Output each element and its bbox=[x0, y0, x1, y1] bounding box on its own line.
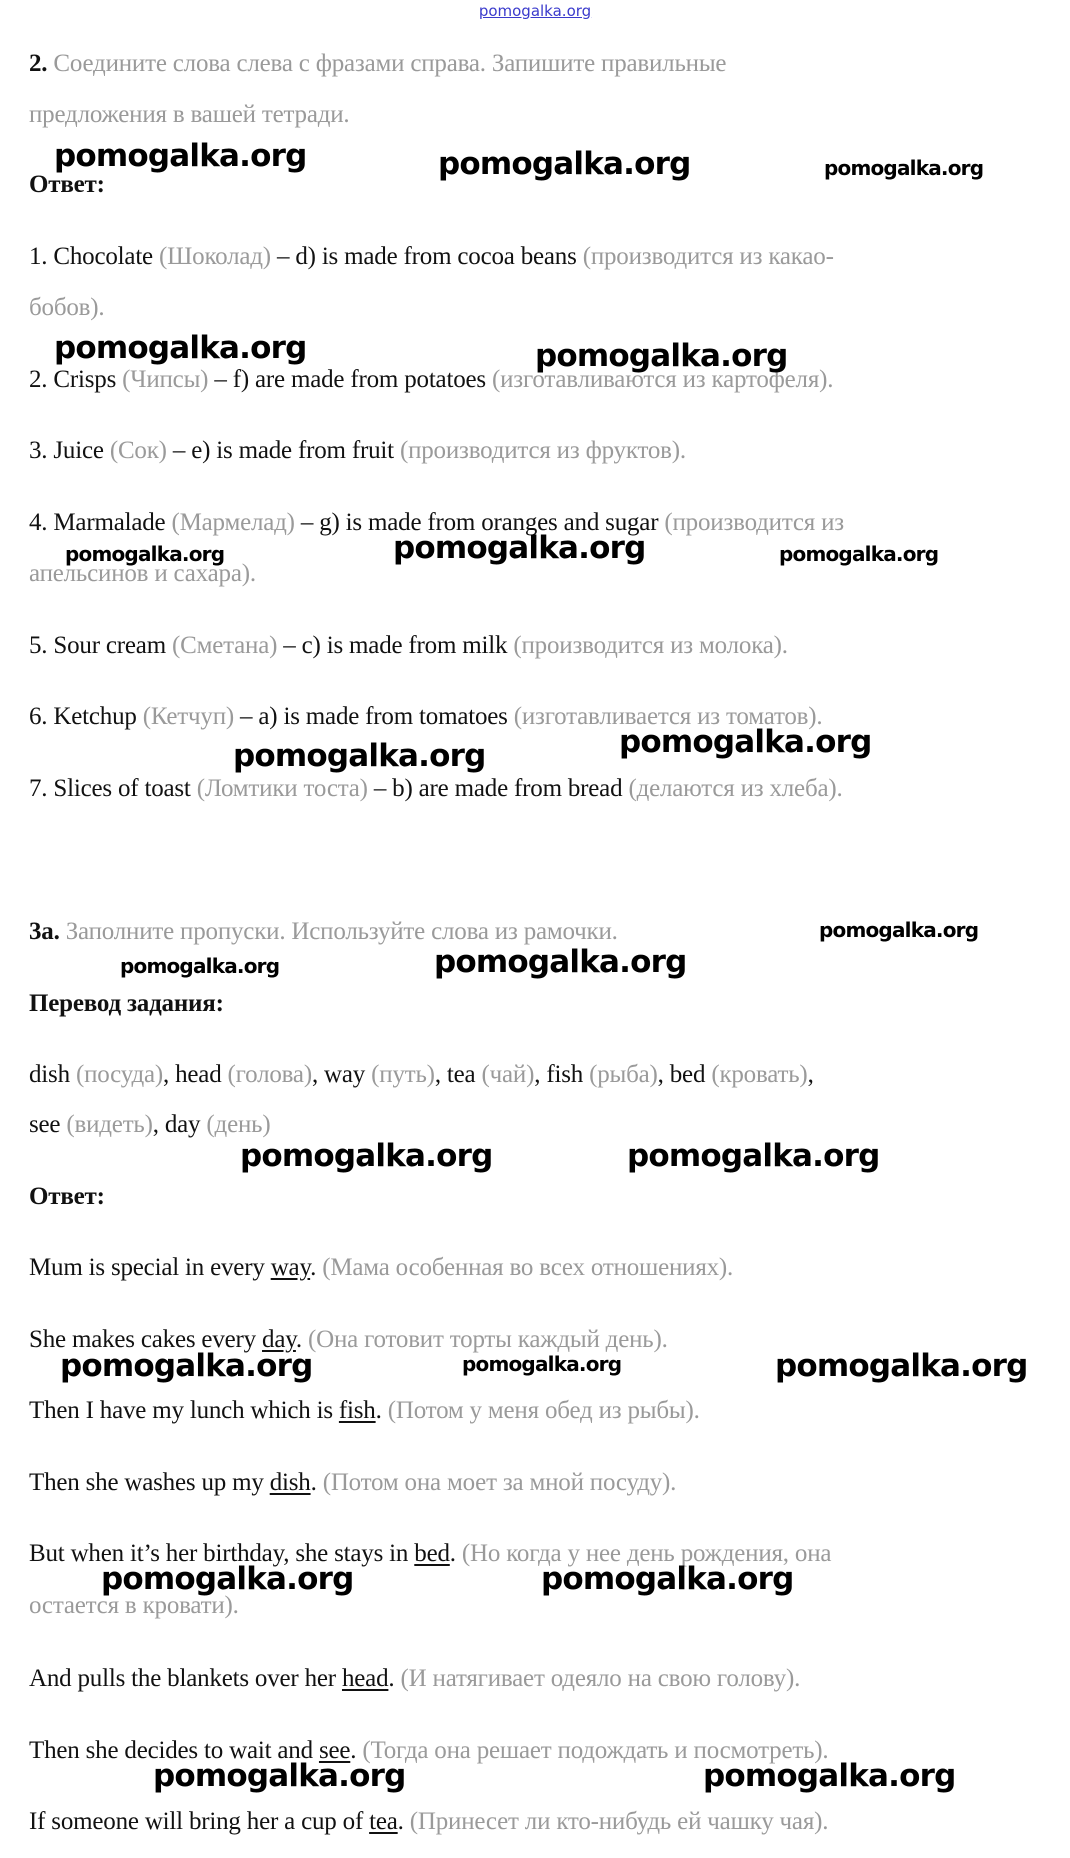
translation-text: бобов). bbox=[29, 294, 105, 321]
watermark: pomogalka.org bbox=[393, 530, 646, 566]
answer-text: 1. Chocolate bbox=[29, 243, 160, 270]
text-line bbox=[29, 775, 843, 803]
translation-text: (Принесет ли кто-нибудь ей чашку чая). bbox=[409, 1808, 829, 1835]
heading-text: 2. bbox=[29, 50, 54, 77]
translation-text: (Чипсы) bbox=[122, 366, 209, 393]
answer-text: And pulls the blankets over her bbox=[29, 1665, 342, 1692]
answer-word: tea bbox=[369, 1808, 398, 1835]
answer-text: – e) is made from fruit bbox=[166, 437, 400, 464]
translation-text: (посуда) bbox=[75, 1061, 163, 1088]
watermark: pomogalka.org bbox=[233, 738, 486, 774]
answer-text: 6. Ketchup bbox=[29, 703, 143, 730]
answer-text: Then she washes up my bbox=[29, 1469, 270, 1496]
watermark: pomogalka.org bbox=[54, 138, 307, 174]
answer-word: day bbox=[262, 1326, 296, 1353]
answer-word: head bbox=[341, 1665, 389, 1692]
translation-text: (рыба) bbox=[589, 1061, 658, 1088]
text-line bbox=[29, 1665, 800, 1693]
text-line bbox=[29, 294, 104, 322]
watermark: pomogalka.org bbox=[535, 338, 788, 374]
answer-word: dish bbox=[269, 1469, 311, 1496]
watermark: pomogalka.org bbox=[824, 156, 984, 180]
answer-text: . bbox=[310, 1254, 323, 1281]
answer-text: , head bbox=[163, 1061, 228, 1088]
translation-text: (изготавливается из томатов). bbox=[513, 703, 823, 730]
answer-text: . bbox=[397, 1808, 410, 1835]
translation-text: (производится из bbox=[664, 509, 844, 536]
translation-text: (Но когда у нее день рождения, она bbox=[461, 1540, 832, 1567]
watermark: pomogalka.org bbox=[120, 954, 280, 978]
watermark: pomogalka.org bbox=[462, 1352, 622, 1376]
translation-text: (И натягивает одеяло на свою голову). bbox=[400, 1665, 801, 1692]
translation-text: Соедините слова слева с фразами справа. Запишите правильные bbox=[53, 50, 727, 77]
answer-text: Then I have my lunch which is bbox=[29, 1397, 339, 1424]
answer-text: – d) is made from cocoa beans bbox=[270, 243, 583, 270]
translation-text: (производится из фруктов). bbox=[399, 437, 686, 464]
translation-text: (Кетчуп) bbox=[142, 703, 234, 730]
watermark: pomogalka.org bbox=[65, 542, 225, 566]
translation-text: (Потом у меня обед из рыбы). bbox=[387, 1397, 700, 1424]
translation-text: (кровать) bbox=[711, 1061, 808, 1088]
text-line bbox=[29, 1469, 676, 1497]
translation-text: предложения в вашей тетради. bbox=[29, 101, 350, 128]
translation-text: (производится из какао- bbox=[582, 243, 834, 270]
translation-text: (голова) bbox=[227, 1061, 312, 1088]
text-line bbox=[29, 1254, 733, 1282]
text-line bbox=[29, 1183, 105, 1211]
translation-text: (видеть) bbox=[66, 1111, 153, 1138]
translation-text: (чай) bbox=[481, 1061, 535, 1088]
watermark: pomogalka.org bbox=[703, 1758, 956, 1794]
translation-text: Заполните пропуски. Используйте слова из рамочки. bbox=[65, 918, 618, 945]
watermark: pomogalka.org bbox=[819, 918, 979, 942]
answer-text: But when it’s her birthday, she stays in bbox=[29, 1540, 415, 1567]
watermark: pomogalka.org bbox=[101, 1561, 354, 1597]
text-line bbox=[29, 437, 686, 465]
watermark: pomogalka.org bbox=[775, 1348, 1028, 1384]
watermark: pomogalka.org bbox=[779, 542, 939, 566]
translation-text: (Она готовит торты каждый день). bbox=[308, 1326, 668, 1353]
translation-text: (Тогда она решает подождать и посмотреть). bbox=[362, 1737, 829, 1764]
answer-text: 5. Sour cream bbox=[29, 632, 172, 659]
watermark: pomogalka.org bbox=[153, 1758, 406, 1794]
translation-text: (день) bbox=[206, 1111, 271, 1138]
translation-text: остается в кровати). bbox=[29, 1592, 239, 1619]
answer-text: Mum is special in every bbox=[29, 1254, 271, 1281]
answer-text: , fish bbox=[534, 1061, 590, 1088]
answer-text: – g) is made from oranges and sugar bbox=[294, 509, 665, 536]
watermark: pomogalka.org bbox=[240, 1138, 493, 1174]
answer-text: see bbox=[29, 1111, 67, 1138]
text-line bbox=[29, 50, 726, 78]
watermark: pomogalka.org bbox=[627, 1138, 880, 1174]
text-line bbox=[29, 632, 788, 660]
answer-word: bed bbox=[414, 1540, 450, 1567]
answer-text: – a) is made from tomatoes bbox=[234, 703, 514, 730]
watermark: pomogalka.org bbox=[434, 944, 687, 980]
answer-word: see bbox=[318, 1737, 351, 1764]
text-line bbox=[29, 101, 349, 129]
text-line bbox=[29, 171, 105, 199]
text-line bbox=[29, 243, 834, 271]
answer-text: She makes cakes every bbox=[29, 1326, 263, 1353]
heading-text: Ответ: bbox=[29, 171, 105, 198]
answer-text: – b) are made from bread bbox=[367, 775, 629, 802]
watermark: pomogalka.org bbox=[541, 1561, 794, 1597]
watermark: pomogalka.org bbox=[60, 1348, 313, 1384]
answer-word: fish bbox=[338, 1397, 376, 1424]
answer-text: , way bbox=[311, 1061, 372, 1088]
text-line bbox=[29, 1397, 700, 1425]
answer-text: , tea bbox=[434, 1061, 482, 1088]
answer-text: dish bbox=[29, 1061, 76, 1088]
translation-text: (путь) bbox=[371, 1061, 435, 1088]
translation-text: (изготавливаются из картофеля). bbox=[491, 366, 834, 393]
answer-text: . bbox=[388, 1665, 401, 1692]
site-link[interactable]: pomogalka.org bbox=[478, 2, 592, 20]
translation-text: (Сметана) bbox=[172, 632, 278, 659]
text-line bbox=[29, 918, 618, 946]
heading-text: Ответ: bbox=[29, 1183, 105, 1210]
translation-text: (Мармелад) bbox=[171, 509, 295, 536]
answer-text: 3. Juice bbox=[29, 437, 110, 464]
answer-text: If someone will bring her a cup of bbox=[29, 1808, 370, 1835]
watermark: pomogalka.org bbox=[54, 330, 307, 366]
translation-text: (Ломтики тоста) bbox=[196, 775, 368, 802]
answer-text: , bed bbox=[657, 1061, 712, 1088]
text-line bbox=[29, 1061, 814, 1089]
answer-text: , day bbox=[152, 1111, 207, 1138]
answer-text: , bbox=[807, 1061, 814, 1088]
watermark: pomogalka.org bbox=[438, 146, 691, 182]
translation-text: (Мама особенная во всех отношениях). bbox=[322, 1254, 734, 1281]
translation-text: (делаются из хлеба). bbox=[628, 775, 843, 802]
text-line bbox=[29, 1111, 270, 1139]
translation-text: (Шоколад) bbox=[159, 243, 271, 270]
answer-text: . bbox=[310, 1469, 323, 1496]
translation-text: (производится из молока). bbox=[513, 632, 788, 659]
text-line bbox=[29, 990, 224, 1018]
watermark: pomogalka.org bbox=[619, 724, 872, 760]
translation-text: (Сок) bbox=[109, 437, 167, 464]
answer-text: . bbox=[375, 1397, 388, 1424]
answer-text: 2. Crisps bbox=[29, 366, 123, 393]
text-line bbox=[29, 1808, 828, 1836]
answer-text: . bbox=[449, 1540, 462, 1567]
answer-text: . bbox=[295, 1326, 308, 1353]
answer-text: . bbox=[350, 1737, 363, 1764]
heading-text: Перевод задания: bbox=[29, 990, 224, 1017]
translation-text: апельсинов и сахара). bbox=[29, 560, 256, 587]
answer-text: 4. Marmalade bbox=[29, 509, 172, 536]
heading-text: 3a. bbox=[29, 918, 66, 945]
answer-text: – f) are made from potatoes bbox=[208, 366, 492, 393]
answer-text: 7. Slices of toast bbox=[29, 775, 197, 802]
answer-text: – c) is made from milk bbox=[277, 632, 514, 659]
answer-word: way bbox=[270, 1254, 311, 1281]
answer-text: Then she decides to wait and bbox=[29, 1737, 319, 1764]
translation-text: (Потом она моет за мной посуду). bbox=[322, 1469, 677, 1496]
